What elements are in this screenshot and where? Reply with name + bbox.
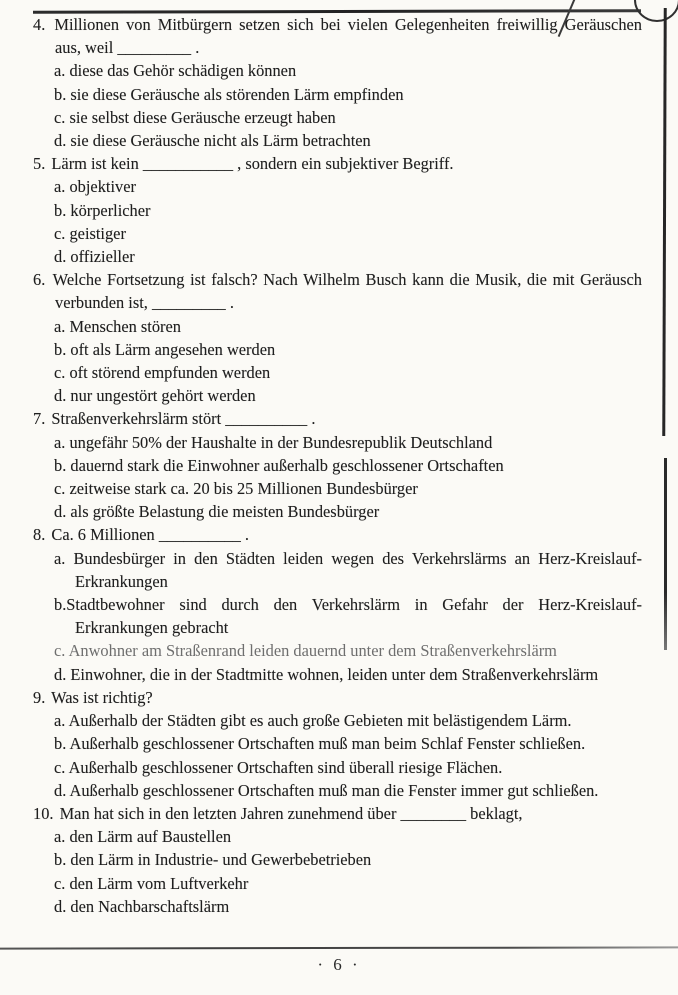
question-6-option-b: b. oft als Lärm angesehen werden xyxy=(54,339,276,359)
scan-right-border-line-lower xyxy=(664,458,667,650)
question-5-option-b: b. körperlicher xyxy=(54,200,151,220)
question-7 xyxy=(33,407,642,523)
question-6-text: Welche Fortsetzung ist falsch? Nach Wilhelm Busch kann die Musik, die mit Geräusch verbunden ist, _________ . xyxy=(52,270,642,313)
page-number: · 6 · xyxy=(317,955,361,974)
question-6-number: 6. xyxy=(33,270,46,290)
question-5 xyxy=(33,152,642,268)
question-10-option-d: d. den Nachbarschaftslärm xyxy=(54,896,230,916)
question-10-stem xyxy=(33,802,642,825)
question-4 xyxy=(33,13,642,152)
question-9-option-b: b. Außerhalb geschlossener Ortschaften muß man beim Schlaf Fenster schließen. xyxy=(54,734,586,754)
question-7-option-a: a. ungefähr 50% der Haushalte in der Bundesrepublik Deutschland xyxy=(54,432,493,452)
question-6 xyxy=(33,268,642,407)
scan-bottom-border-line xyxy=(0,946,678,949)
question-4-option-b: b. sie diese Geräusche als störenden Lärm empfinden xyxy=(54,84,404,104)
question-8-option-d: d. Einwohner, die in der Stadtmitte wohnen, leiden unter dem Straßenverkehrslärm xyxy=(54,664,599,684)
question-5-option-c: c. geistiger xyxy=(54,223,126,243)
question-8-option-a: a. Bundesbürger in den Städten leiden wegen des Verkehrslärms an Herz-Kreislauf-Erkrankungen xyxy=(54,548,642,591)
question-5-number: 5. xyxy=(33,154,46,174)
question-5-option-a: a. objektiver xyxy=(54,177,136,197)
question-7-option-d: d. als größte Belastung die meisten Bundesbürger xyxy=(54,502,380,522)
question-8 xyxy=(33,523,642,685)
question-8-stem xyxy=(33,523,642,546)
question-10-option-c: c. den Lärm vom Luftverkehr xyxy=(54,873,249,893)
question-9-number: 9. xyxy=(33,687,46,707)
question-8-number: 8. xyxy=(33,525,46,545)
question-5-option-d: d. offizieller xyxy=(54,247,135,267)
question-7-stem xyxy=(33,407,642,430)
question-6-option-d: d. nur ungestört gehört werden xyxy=(54,386,256,406)
question-6-option-c: c. oft störend empfunden werden xyxy=(54,363,271,383)
question-10-option-b: b. den Lärm in Industrie- und Gewerbebetrieben xyxy=(54,850,372,870)
scan-right-border-line-upper xyxy=(662,8,666,436)
question-4-number: 4. xyxy=(33,15,46,34)
question-4-option-d: d. sie diese Geräusche nicht als Lärm betrachten xyxy=(54,131,371,151)
question-8-option-c: c. Anwohner am Straßenrand leiden dauernd unter dem Straßenverkehrslärm xyxy=(54,641,557,661)
question-9-option-a: a. Außerhalb der Städten gibt es auch große Gebieten mit belästigendem Lärm. xyxy=(54,711,572,731)
question-9-stem xyxy=(33,686,642,709)
question-6-stem xyxy=(33,268,642,314)
question-list xyxy=(33,13,642,918)
question-10 xyxy=(33,802,642,918)
question-4-option-c: c. sie selbst diese Geräusche erzeugt haben xyxy=(54,107,336,127)
question-4-stem xyxy=(33,13,642,59)
question-9-option-d: d. Außerhalb geschlossener Ortschaften muß man die Fenster immer gut schließen. xyxy=(54,780,599,800)
question-8-text: Ca. 6 Millionen __________ . xyxy=(51,525,249,545)
question-4-text: Millionen von Mitbürgern setzen sich bei vielen Gelegenheiten freiwillig Geräuschen aus, weil _________ . xyxy=(54,15,642,58)
question-8-option-b: b.Stadtbewohner sind durch den Verkehrslärm in Gefahr der Herz-Kreislauf-Erkrankungen gebracht xyxy=(54,595,642,638)
question-5-text: Lärm ist kein ___________ , sondern ein subjektiver Begriff. xyxy=(51,154,454,174)
question-4-option-a: a. diese das Gehör schädigen können xyxy=(54,61,297,81)
question-10-number: 10. xyxy=(33,803,54,823)
question-9 xyxy=(33,686,642,802)
question-9-option-c: c. Außerhalb geschlossener Ortschaften sind überall riesige Flächen. xyxy=(54,757,503,777)
question-10-option-a: a. den Lärm auf Baustellen xyxy=(54,827,232,847)
question-5-stem xyxy=(33,152,642,175)
question-7-text: Straßenverkehrslärm stört __________ . xyxy=(51,409,316,429)
question-7-option-b: b. dauernd stark die Einwohner außerhalb geschlossener Ortschaften xyxy=(54,455,504,475)
question-7-option-c: c. zeitweise stark ca. 20 bis 25 Millionen Bundesbürger xyxy=(54,479,418,499)
question-6-option-a: a. Menschen stören xyxy=(54,316,181,336)
question-10-text: Man hat sich in den letzten Jahren zunehmend über ________ beklagt, xyxy=(59,803,523,823)
question-9-text: Was ist richtig? xyxy=(51,687,153,707)
question-7-number: 7. xyxy=(33,409,46,429)
